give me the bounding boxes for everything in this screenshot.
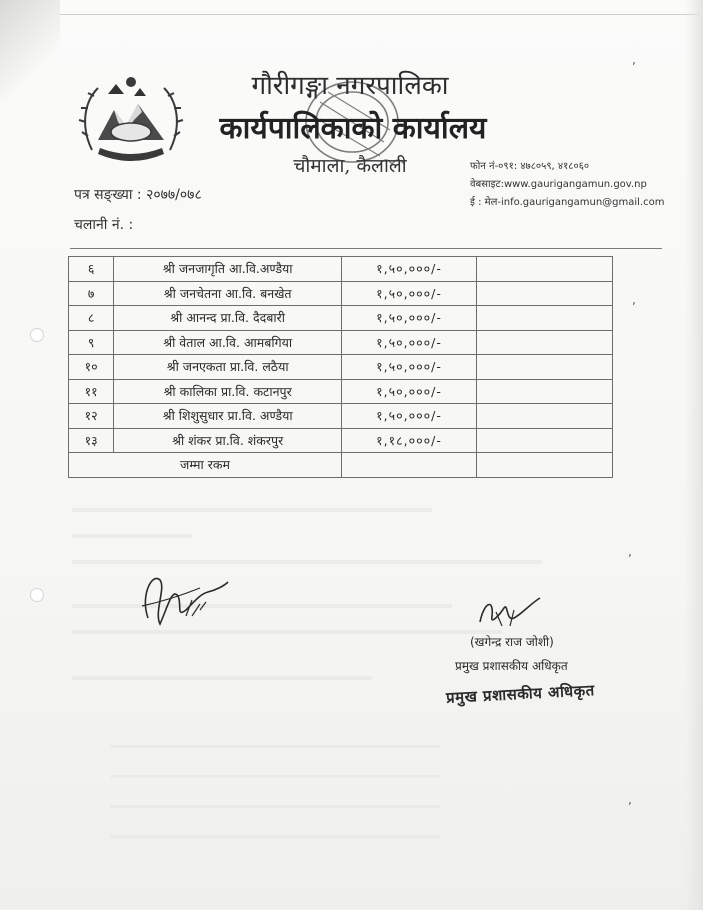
office-location: चौमाला, कैलाली <box>293 155 407 177</box>
contact-phone: फोन नं-०९१: ४७८०५९, ४१८०६० <box>470 161 590 172</box>
amount-cell: १,५०,०००/- <box>342 257 477 282</box>
paper-edge-shadow <box>685 0 703 910</box>
amount-cell: १,५०,०००/- <box>342 306 477 331</box>
remarks-cell <box>476 257 612 282</box>
serial-number-cell: ७ <box>69 281 114 306</box>
remarks-cell <box>476 355 612 380</box>
total-amount-cell <box>342 453 477 478</box>
serial-number-cell: ८ <box>69 306 114 331</box>
signatory-title: प्रमुख प्रशासकीय अधिकृत <box>455 659 568 673</box>
total-remarks-cell <box>476 453 612 478</box>
fund-allocation-table <box>68 256 613 478</box>
remarks-cell <box>476 404 612 429</box>
amount-cell: १,५०,०००/- <box>342 379 477 404</box>
amount-cell: १,१८,०००/- <box>342 428 477 453</box>
amount-cell: १,५०,०००/- <box>342 330 477 355</box>
dispatch-number: चलानी नं. : <box>74 217 134 233</box>
total-row <box>69 453 613 478</box>
remarks-cell <box>476 306 612 331</box>
table-row <box>69 379 613 404</box>
municipality-name: गौरीगङ्गा नगरपालिका <box>251 71 449 101</box>
bleed-through-line <box>72 534 192 538</box>
paper-fold-edge <box>60 0 700 15</box>
remarks-cell <box>476 379 612 404</box>
nepal-emblem-icon <box>78 70 184 168</box>
table-row <box>69 404 613 429</box>
amount-cell: १,५०,०००/- <box>342 404 477 429</box>
school-name-cell: श्री जनजागृति आ.वि.अण्डैया <box>114 257 342 282</box>
contact-email: ई : मेल-info.gaurigangamun@gmail.com <box>470 197 665 208</box>
remarks-cell <box>476 428 612 453</box>
school-name-cell: श्री जनचेतना आ.वि. बनखेत <box>114 281 342 306</box>
header-divider <box>70 248 662 249</box>
bleed-through-line <box>110 745 440 748</box>
remarks-cell <box>476 330 612 355</box>
table-row <box>69 330 613 355</box>
bleed-through-line <box>110 805 440 808</box>
bleed-through-line <box>72 604 452 608</box>
signatory-stamp: प्रमुख प्रशासकीय अधिकृत <box>445 681 596 707</box>
amount-cell: १,५०,०००/- <box>342 281 477 306</box>
serial-number-cell: १० <box>69 355 114 380</box>
contact-block <box>470 158 664 212</box>
left-signature-icon <box>130 566 230 636</box>
bleed-through-line <box>72 560 542 564</box>
right-signature-icon <box>474 592 544 632</box>
stray-mark-icon: ʼ <box>628 800 632 814</box>
remarks-cell <box>476 281 612 306</box>
serial-number-cell: ११ <box>69 379 114 404</box>
school-name-cell: श्री कालिका प्रा.वि. कटानपुर <box>114 379 342 404</box>
school-name-cell: श्री वेताल आ.वि. आमबगिया <box>114 330 342 355</box>
serial-number-cell: ९ <box>69 330 114 355</box>
bleed-through-line <box>110 775 440 778</box>
school-name-cell: श्री जनएकता प्रा.वि. लठैया <box>114 355 342 380</box>
school-name-cell: श्री शिशुसुधार प्रा.वि. अण्डैया <box>114 404 342 429</box>
reference-block <box>74 180 202 240</box>
total-label-cell: जम्मा रकम <box>69 453 342 478</box>
serial-number-cell: १३ <box>69 428 114 453</box>
office-name: कार्यपालिकाको कार्यालय <box>219 111 487 146</box>
amount-cell: १,५०,०००/- <box>342 355 477 380</box>
punch-hole <box>30 328 44 342</box>
signatory-name: (खगेन्द्र राज जोशी) <box>470 635 554 649</box>
bleed-through-line <box>110 835 440 838</box>
stray-mark-icon: ʼ <box>628 552 632 566</box>
punch-hole <box>30 588 44 602</box>
bleed-through-line <box>72 676 372 680</box>
table-row <box>69 428 613 453</box>
table-row <box>69 306 613 331</box>
table-row <box>69 281 613 306</box>
stray-mark-icon: ʼ <box>632 60 636 74</box>
school-name-cell: श्री शंकर प्रा.वि. शंकरपुर <box>114 428 342 453</box>
table-row <box>69 257 613 282</box>
stray-mark-icon: ʼ <box>632 300 636 314</box>
table-row <box>69 355 613 380</box>
letter-number: पत्र सङ्ख्या : २०७७/०७८ <box>74 187 202 203</box>
paper-corner-shadow <box>0 0 60 100</box>
contact-website: वेबसाइट:www.gaurigangamun.gov.np <box>470 179 647 190</box>
bleed-through-line <box>72 508 432 512</box>
school-name-cell: श्री आनन्द प्रा.वि. दैदबारी <box>114 306 342 331</box>
serial-number-cell: १२ <box>69 404 114 429</box>
serial-number-cell: ६ <box>69 257 114 282</box>
